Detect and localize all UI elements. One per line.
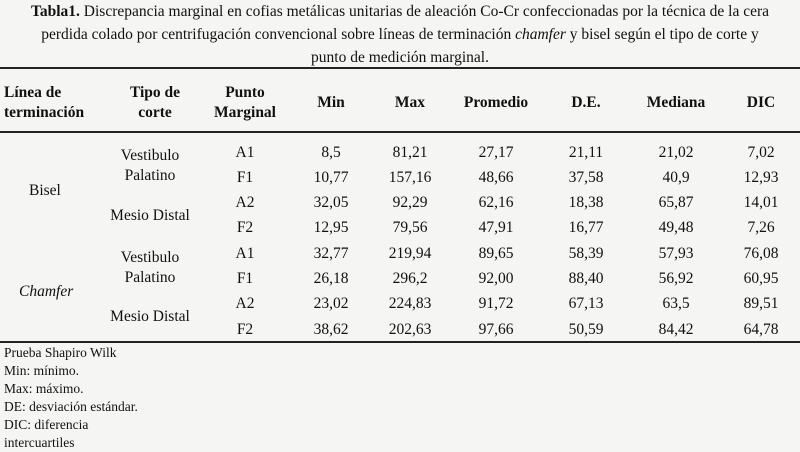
corte-vestibulo-palatino-1: Vestibulo Palatino (120, 147, 180, 184)
note-dic-cont: intercuartiles (4, 435, 75, 450)
note-dic: DIC: diferencia (4, 417, 89, 432)
cell-punto: A2 (235, 295, 255, 312)
header-de: D.E. (571, 94, 601, 111)
note-shapiro: Prueba Shapiro Wilk (4, 345, 117, 360)
cell-punto: F1 (236, 169, 254, 186)
cell-prom: 27,17 (478, 144, 514, 161)
cell-max: 219,94 (388, 245, 432, 262)
cell-med: 40,9 (662, 169, 690, 186)
header-linea: Línea de terminación (4, 84, 85, 121)
caption-line-1: Tabla1. Discrepancia marginal en cofias metálicas unitarias de aleación Co-Cr confeccionadas por la técnica de la cera (30, 3, 770, 20)
cell-max: 224,83 (388, 295, 432, 312)
header-max: Max (394, 94, 426, 111)
header-promedio: Promedio (463, 94, 529, 111)
cell-max: 81,21 (392, 144, 428, 161)
table-caption (0, 0, 800, 69)
cell-med: 49,48 (658, 219, 694, 236)
cell-max: 157,16 (388, 169, 432, 186)
cell-prom: 89,65 (478, 245, 514, 262)
caption-line-2: perdida colado por centrifugación convencional sobre líneas de terminación chamfer y bisel según el tipo de corte y (41, 26, 759, 43)
cell-punto: A2 (235, 194, 255, 211)
cell-de: 18,38 (568, 194, 604, 211)
cell-punto: F2 (236, 321, 254, 338)
cell-de: 16,77 (568, 219, 604, 236)
cell-min: 32,77 (313, 245, 349, 262)
cell-dic: 76,08 (743, 245, 779, 262)
cell-prom: 91,72 (478, 295, 514, 312)
cell-dic: 89,51 (743, 295, 779, 312)
cell-dic: 7,02 (747, 144, 775, 161)
cell-min: 10,77 (313, 169, 349, 186)
cell-min: 12,95 (313, 219, 349, 236)
cell-de: 58,39 (568, 245, 604, 262)
cell-de: 88,40 (568, 270, 604, 287)
cell-punto: A1 (235, 245, 255, 262)
cell-max: 296,2 (392, 270, 428, 287)
cell-dic: 60,95 (743, 270, 779, 287)
header-min: Min (317, 94, 345, 111)
cell-med: 56,92 (658, 270, 694, 287)
cell-de: 50,59 (568, 321, 604, 338)
cell-punto: A1 (235, 144, 255, 161)
cell-punto: F1 (236, 270, 254, 287)
cell-prom: 62,16 (478, 194, 514, 211)
cell-med: 63,5 (662, 295, 690, 312)
cell-de: 67,13 (568, 295, 604, 312)
note-max: Max: máximo. (4, 381, 84, 396)
cell-dic: 64,78 (743, 321, 779, 338)
cell-max: 92,29 (392, 194, 428, 211)
cell-max: 79,56 (392, 219, 428, 236)
cell-min: 8,5 (321, 144, 341, 161)
cell-med: 57,93 (658, 245, 694, 262)
cell-prom: 48,66 (478, 169, 514, 186)
cell-min: 32,05 (313, 194, 349, 211)
cell-min: 38,62 (313, 321, 349, 338)
cell-de: 21,11 (568, 144, 604, 161)
cell-prom: 92,00 (478, 270, 514, 287)
caption-line-3: punto de medición marginal. (311, 49, 489, 66)
table-header-rule (0, 131, 800, 133)
cell-max: 202,63 (388, 321, 432, 338)
cell-med: 65,87 (658, 194, 694, 211)
caption-label: Tabla1. (30, 3, 80, 20)
cell-dic: 7,26 (747, 219, 775, 236)
cell-dic: 14,01 (743, 194, 779, 211)
note-de: DE: desviación estándar. (4, 399, 138, 414)
table-top-rule (0, 67, 800, 69)
cell-punto: F2 (236, 219, 254, 236)
cell-med: 21,02 (658, 144, 694, 161)
cell-med: 84,42 (658, 321, 694, 338)
header-punto-marginal: Punto Marginal (214, 84, 276, 121)
table-notes (4, 344, 138, 452)
group-bisel: Bisel (29, 182, 61, 199)
cell-prom: 47,91 (478, 219, 514, 236)
cell-min: 26,18 (313, 270, 349, 287)
corte-mesio-distal-2: Mesio Distal (110, 308, 190, 325)
cell-de: 37,58 (568, 169, 604, 186)
group-chamfer: Chamfer (19, 283, 74, 300)
table-bottom-rule (0, 341, 800, 343)
header-tipo-corte: Tipo de corte (129, 84, 181, 121)
header-dic: DIC (746, 94, 776, 111)
corte-vestibulo-palatino-2: Vestibulo Palatino (120, 249, 180, 286)
header-mediana: Mediana (646, 94, 706, 111)
cell-dic: 12,93 (743, 169, 779, 186)
cell-min: 23,02 (313, 295, 349, 312)
corte-mesio-distal-1: Mesio Distal (110, 207, 190, 224)
cell-prom: 97,66 (478, 321, 514, 338)
note-min: Min: mínimo. (4, 363, 80, 378)
